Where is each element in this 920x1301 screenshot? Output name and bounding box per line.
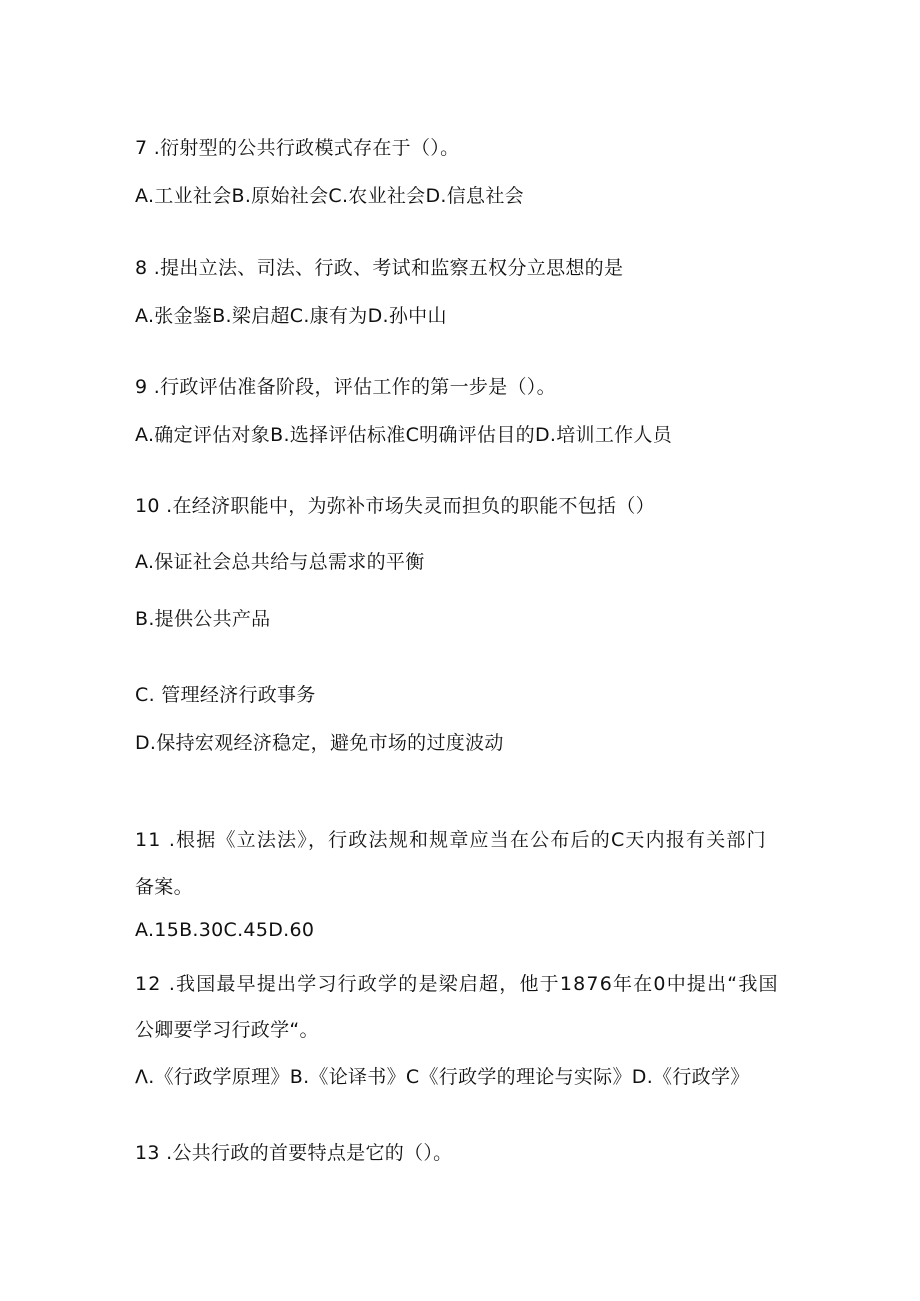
question-8-stem: 8 .提出立法、司法、行政、考试和监察五权分立思想的是 bbox=[135, 257, 624, 279]
question-12-stem-line-2: 公卿要学习行政学“。 bbox=[135, 1019, 319, 1041]
question-11-stem-line-2: 备案。 bbox=[135, 876, 193, 898]
question-9-options: A.确定评估对象B.选择评估标准C明确评估目的D.培训工作人员 bbox=[135, 424, 673, 446]
question-10-stem: 10 .在经济职能中，为弥补市场失灵而担负的职能不包括（） bbox=[135, 495, 655, 517]
question-11-stem-line-1: 11 .根据《立法法》，行政法规和规章应当在公布后的C天内报有关部门 bbox=[135, 829, 767, 851]
question-10-option-c: C. 管理经济行政事务 bbox=[135, 684, 316, 706]
question-7-options: A.工业社会B.原始社会C.农业社会D.信息社会 bbox=[135, 185, 524, 207]
question-13-stem: 13 .公共行政的首要特点是它的（）。 bbox=[135, 1142, 453, 1164]
question-8-options: A.张金鉴B.梁启超C.康有为D.孙中山 bbox=[135, 305, 447, 327]
question-12-stem-line-1: 12 .我国最早提出学习行政学的是梁启超，他于1876年在0中提出“我国 bbox=[135, 973, 779, 995]
question-10-option-d: D.保持宏观经济稳定，避免市场的过度波动 bbox=[135, 732, 504, 754]
question-7-stem: 7 .衍射型的公共行政模式存在于（）。 bbox=[135, 137, 460, 159]
question-12-options: Λ.《行政学原理》B.《论译书》C《行政学的理论与实际》D.《行政学》 bbox=[135, 1066, 750, 1088]
question-9-stem: 9 .行政评估准备阶段，评估工作的第一步是（）。 bbox=[135, 376, 556, 398]
question-10-option-b: B.提供公共产品 bbox=[135, 608, 271, 630]
question-10-option-a: A.保证社会总共给与总需求的平衡 bbox=[135, 551, 425, 573]
question-11-options: A.15B.30C.45D.60 bbox=[135, 919, 315, 941]
